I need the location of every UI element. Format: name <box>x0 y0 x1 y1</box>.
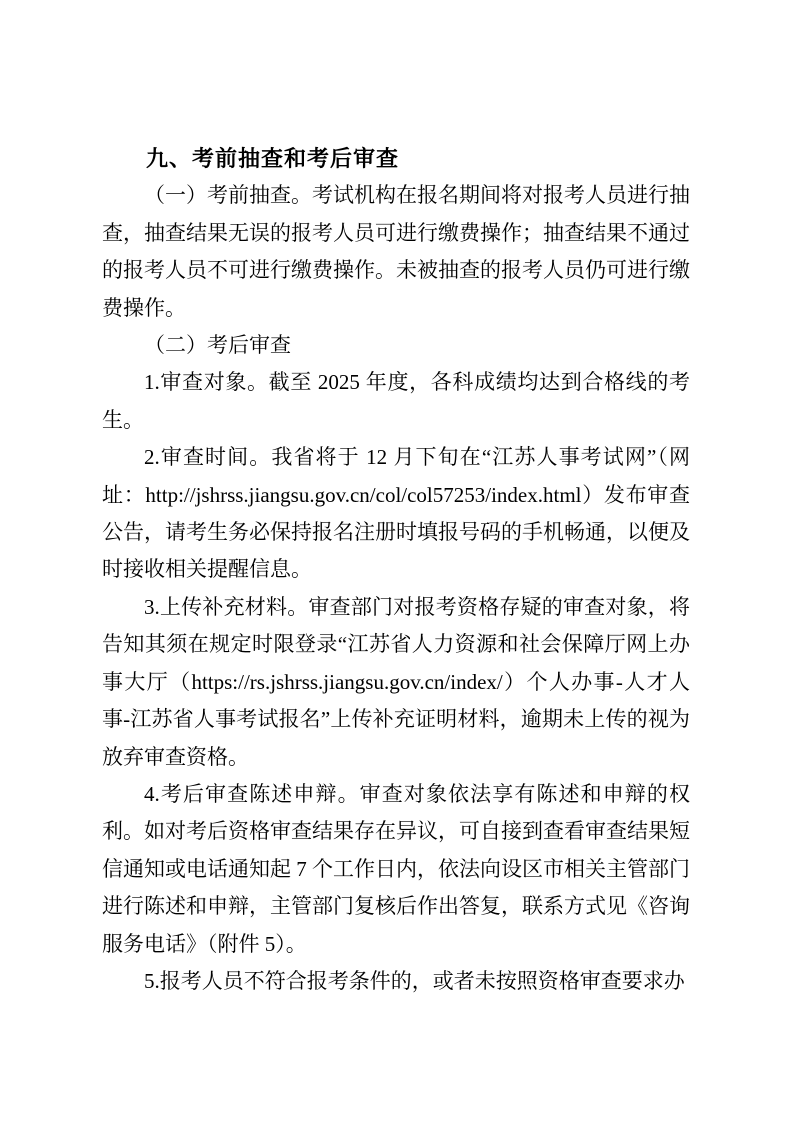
section-heading: 九、考前抽查和考后审查 <box>146 146 400 171</box>
paragraph-upload-materials: 3.上传补充材料。审查部门对报考资格存疑的审查对象，将告知其须在规定时限登录“江苏省人力资源和社会保障厅网上办事大厅（https://rs.jshrss.jiangsu.gov.cn/index/）个人办事-人才人事-江苏省人事考试报名”上传补充证明材料，逾期未上传的视为放弃审查资格。 <box>102 594 690 769</box>
paragraph-statement-defense: 4.考后审查陈述申辩。审查对象依法享有陈述和申辩的权利。如对考后资格审查结果存在异议，可自接到查看审查结果短信通知或电话通知起 7 个工作日内，依法向设区市相关主管部门进行陈述和申辩，主管部门复核后作出答复，联系方式见《咨询服务电话》（附件 5）。 <box>102 781 690 956</box>
paragraph-review-time: 2.审查时间。我省将于 12 月下旬在“江苏人事考试网”（网址：http://jshrss.jiangsu.gov.cn/col/col57253/index.html）发布审查公告，请考生务必保持报名注册时填报号码的手机畅通，以便及时接收相关提醒信息。 <box>102 445 690 582</box>
paragraph-review-subjects: 1.审查对象。截至 2025 年度，各科成绩均达到合格线的考生。 <box>102 370 690 432</box>
paragraph-pre-exam-check: （一）考前抽查。考试机构在报名期间将对报考人员进行抽查，抽查结果无误的报考人员可进行缴费操作；抽查结果不通过的报考人员不可进行缴费操作。未被抽查的报考人员仍可进行缴费操作。 <box>102 183 690 320</box>
paragraph-post-exam-review-heading: （二）考后审查 <box>144 333 291 358</box>
paragraph-ineligible-applicants: 5.报考人员不符合报考条件的，或者未按照资格审查要求办 <box>144 968 685 993</box>
